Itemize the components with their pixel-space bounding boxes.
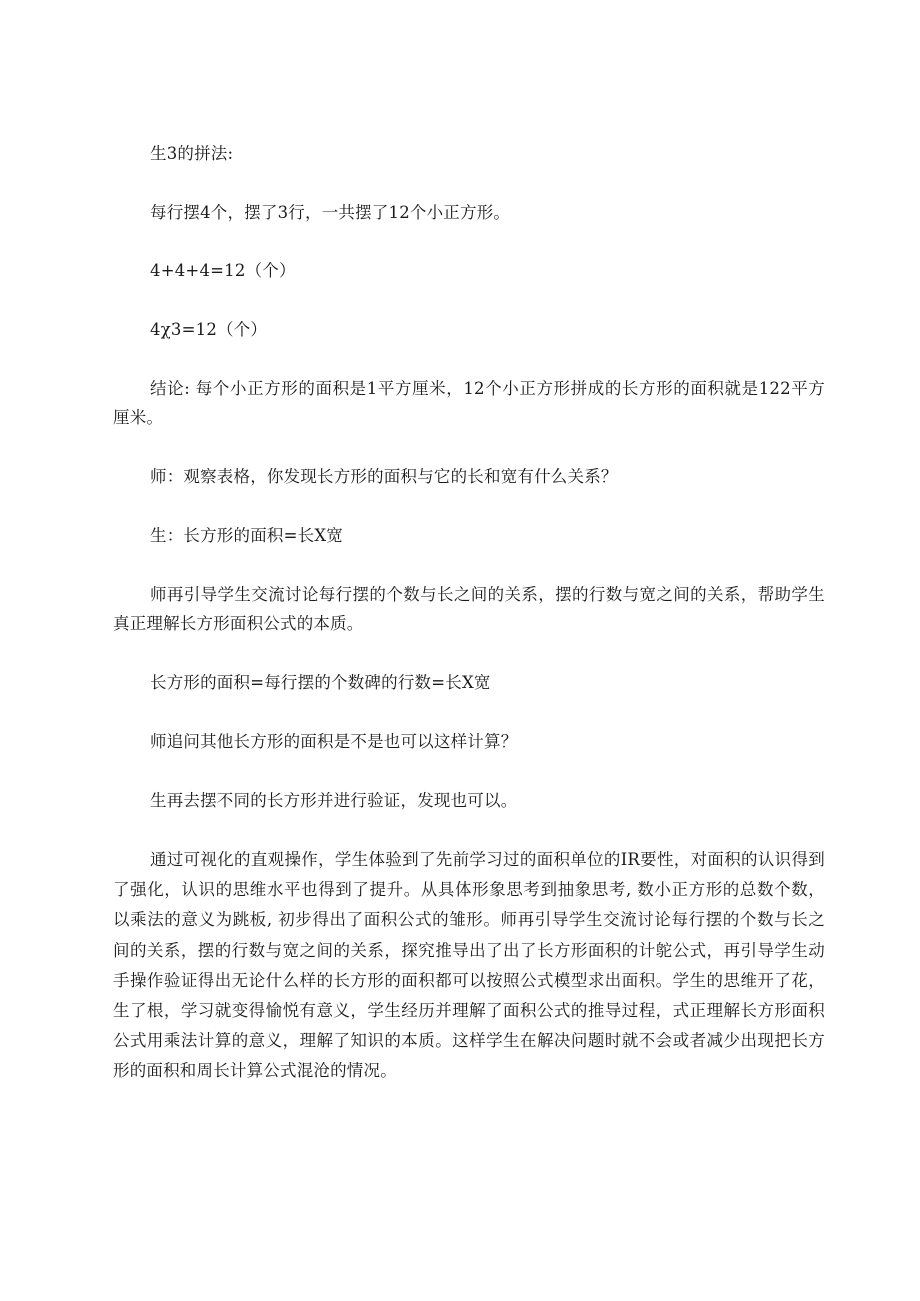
paragraph-formula: 长方形的面积=每行摆的个数碑的行数=长X宽	[150, 673, 491, 692]
paragraph-addition: 4+4+4=12（个）	[150, 261, 296, 280]
paragraph-conclusion: 结论: 每个小正方形的面积是1平方厘米，12个小正方形拼成的长方形的面积就是122平方厘米。	[113, 379, 825, 427]
paragraph-multiplication: 4χ3=12（个）	[150, 320, 268, 339]
paragraph-teacher-question: 师：观察表格，你发现长方形的面积与它的长和宽有什么关系？	[150, 467, 618, 486]
paragraph-student-answer: 生：长方形的面积=长X宽	[150, 526, 343, 545]
paragraph-student-verify: 生再去摆不同的长方形并进行验证，发现也可以。	[150, 791, 518, 810]
paragraph-student3-method: 生3的拼法:	[150, 144, 234, 163]
paragraph-arrangement: 每行摆4个，摆了3行，一共摆了12个小正方形。	[150, 203, 511, 222]
paragraph-teacher-followup: 师追问其他长方形的面积是不是也可以这样计算？	[150, 732, 518, 751]
paragraph-teacher-guidance: 师再引导学生交流讨论每行摆的个数与长之间的关系，摆的行数与宽之间的关系，帮助学生真正理解长方形面积公式的本质。	[113, 585, 825, 633]
paragraph-reflection: 通过可视化的直观操作，学生体验到了先前学习过的面积单位的IR要性，对面积的认识得到了强化，认识的思维水平也得到了提升。从具体形象思考到抽象思考, 数小正方形的总数个数，以乘法的意义为跳板, 初步得出了面积公式的雏形。师再引导学生交流讨论每行摆的个数与长之间的关系，摆的行数与宽之间的关系，探究推导出了出了长方形面积的计鸵公式，再引导学生动手操作验证得出无论什么样的长方形的面积都可以按照公式模型求出面积。学生的思维开了花，生了根，学习就变得愉悦有意义，学生经历并理解了面积公式的推导过程，式正理解长方形面积公式用乘法计算的意义，理解了知识的本质。这样学生在解决问题时就不会或者减少出现把长方形的面积和周长计算公式混沧的情况。	[113, 850, 825, 1081]
